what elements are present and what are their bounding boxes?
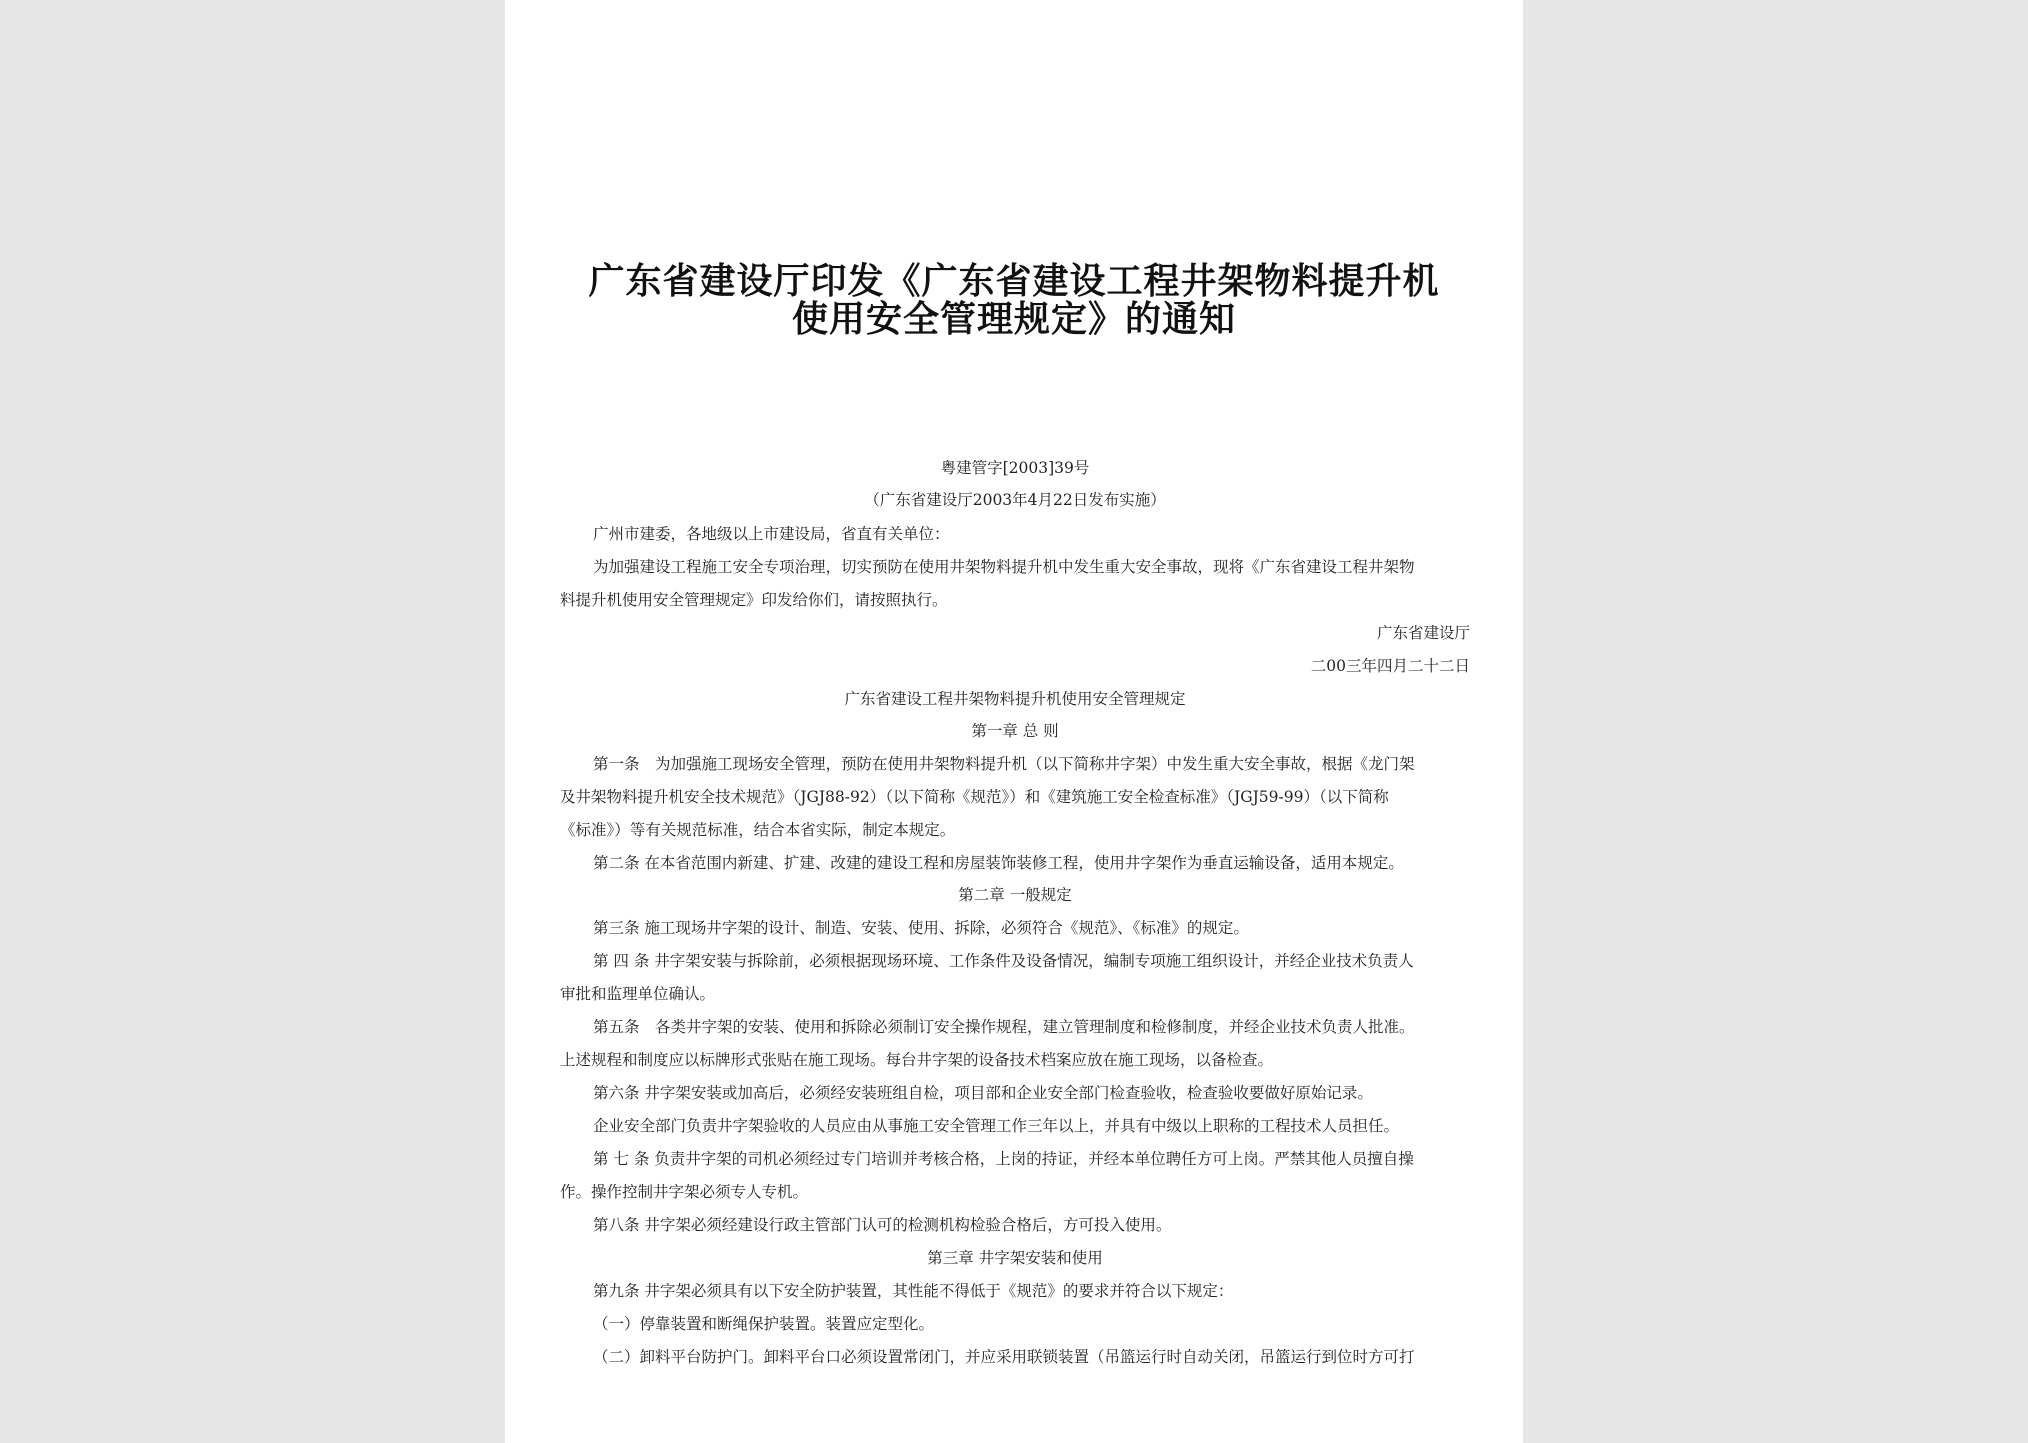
article-9-item-1: （一）停靠装置和断绳保护装置。装置应定型化。 (593, 1315, 935, 1333)
article-4-line-1: 第 四 条 井字架安装与拆除前，必须根据现场环境、工作条件及设备情况，编制专项施工组织设计，并经企业技术负责人 (593, 952, 1414, 970)
chapter-3-heading: 第三章 井字架安装和使用 (927, 1249, 1103, 1267)
article-9: 第九条 井字架必须具有以下安全防护装置，其性能不得低于《规范》的要求并符合以下规定： (593, 1282, 1234, 1300)
signature-org: 广东省建设厅 (1376, 624, 1470, 642)
chapter-2-heading: 第二章 一般规定 (958, 886, 1072, 904)
article-8: 第八条 井字架必须经建设行政主管部门认可的检测机构检验合格后，方可投入使用。 (593, 1216, 1172, 1234)
document-title (545, 262, 1483, 338)
article-1-line-2: 及井架物料提升机安全技术规范》（JGJ88-92）（以下简称《规范》）和《建筑施工安全检查标准》（JGJ59-99）（以下简称 (560, 788, 1389, 806)
chapter-1-heading: 第一章 总 则 (971, 722, 1059, 740)
article-5-line-1: 第五条 各类井字架的安装、使用和拆除必须制订安全操作规程，建立管理制度和检修制度，并经企业技术负责人批准。 (593, 1018, 1415, 1036)
intro-para-line-2: 料提升机使用安全管理规定》印发给你们，请按照执行。 (560, 591, 948, 609)
title-line-2: 使用安全管理规定》的通知 (791, 298, 1236, 340)
article-2: 第二条 在本省范围内新建、扩建、改建的建设工程和房屋装饰装修工程，使用井字架作为垂直运输设备，适用本规定。 (593, 854, 1404, 872)
article-6: 第六条 井字架安装或加高后，必须经安装班组自检，项目部和企业安全部门检查验收，检查验收要做好原始记录。 (593, 1084, 1373, 1102)
article-1-line-3: 《标准》）等有关规范标准，结合本省实际，制定本规定。 (560, 821, 956, 839)
article-5-line-2: 上述规程和制度应以标牌形式张贴在施工现场。每台井字架的设备技术档案应放在施工现场，以备检查。 (560, 1051, 1274, 1069)
addressees: 广州市建委，各地级以上市建设局，省直有关单位： (593, 525, 950, 543)
document-page (505, 0, 1523, 1443)
article-1-line-1: 第一条 为加强施工现场安全管理，预防在使用井架物料提升机（以下简称井字架）中发生重大安全事故，根据《龙门架 (593, 755, 1415, 773)
article-9-item-2: （二）卸料平台防护门。卸料平台口必须设置常闭门，并应采用联锁装置（吊篮运行时自动关闭，吊篮运行到位时方可打 (593, 1348, 1415, 1366)
title-line-1: 广东省建设厅印发《广东省建设工程井架物料提升机 (588, 260, 1440, 302)
signature-date: 二00三年四月二十二日 (1310, 657, 1470, 675)
article-7-line-2: 作。操作控制井字架必须专人专机。 (560, 1183, 809, 1201)
regulation-title: 广东省建设工程井架物料提升机使用安全管理规定 (844, 690, 1186, 708)
article-7-line-1: 第 七 条 负责井字架的司机必须经过专门培训并考核合格，上岗的持证，并经本单位聘任方可上岗。严禁其他人员擅自操 (593, 1150, 1414, 1168)
article-3: 第三条 施工现场井字架的设计、制造、安装、使用、拆除，必须符合《规范》、《标准》的规定。 (593, 919, 1249, 937)
article-4-line-2: 审批和监理单位确认。 (560, 985, 716, 1003)
doc-number: 粤建管字[2003]39号 (940, 459, 1090, 477)
intro-para-line-1: 为加强建设工程施工安全专项治理，切实预防在使用井架物料提升机中发生重大安全事故，现将《广东省建设工程井架物 (593, 558, 1415, 576)
issue-note: （广东省建设厅2003年4月22日发布实施） (864, 491, 1166, 509)
article-6-supplement: 企业安全部门负责井字架验收的人员应由从事施工安全管理工作三年以上，并具有中级以上职称的工程技术人员担任。 (593, 1117, 1400, 1135)
